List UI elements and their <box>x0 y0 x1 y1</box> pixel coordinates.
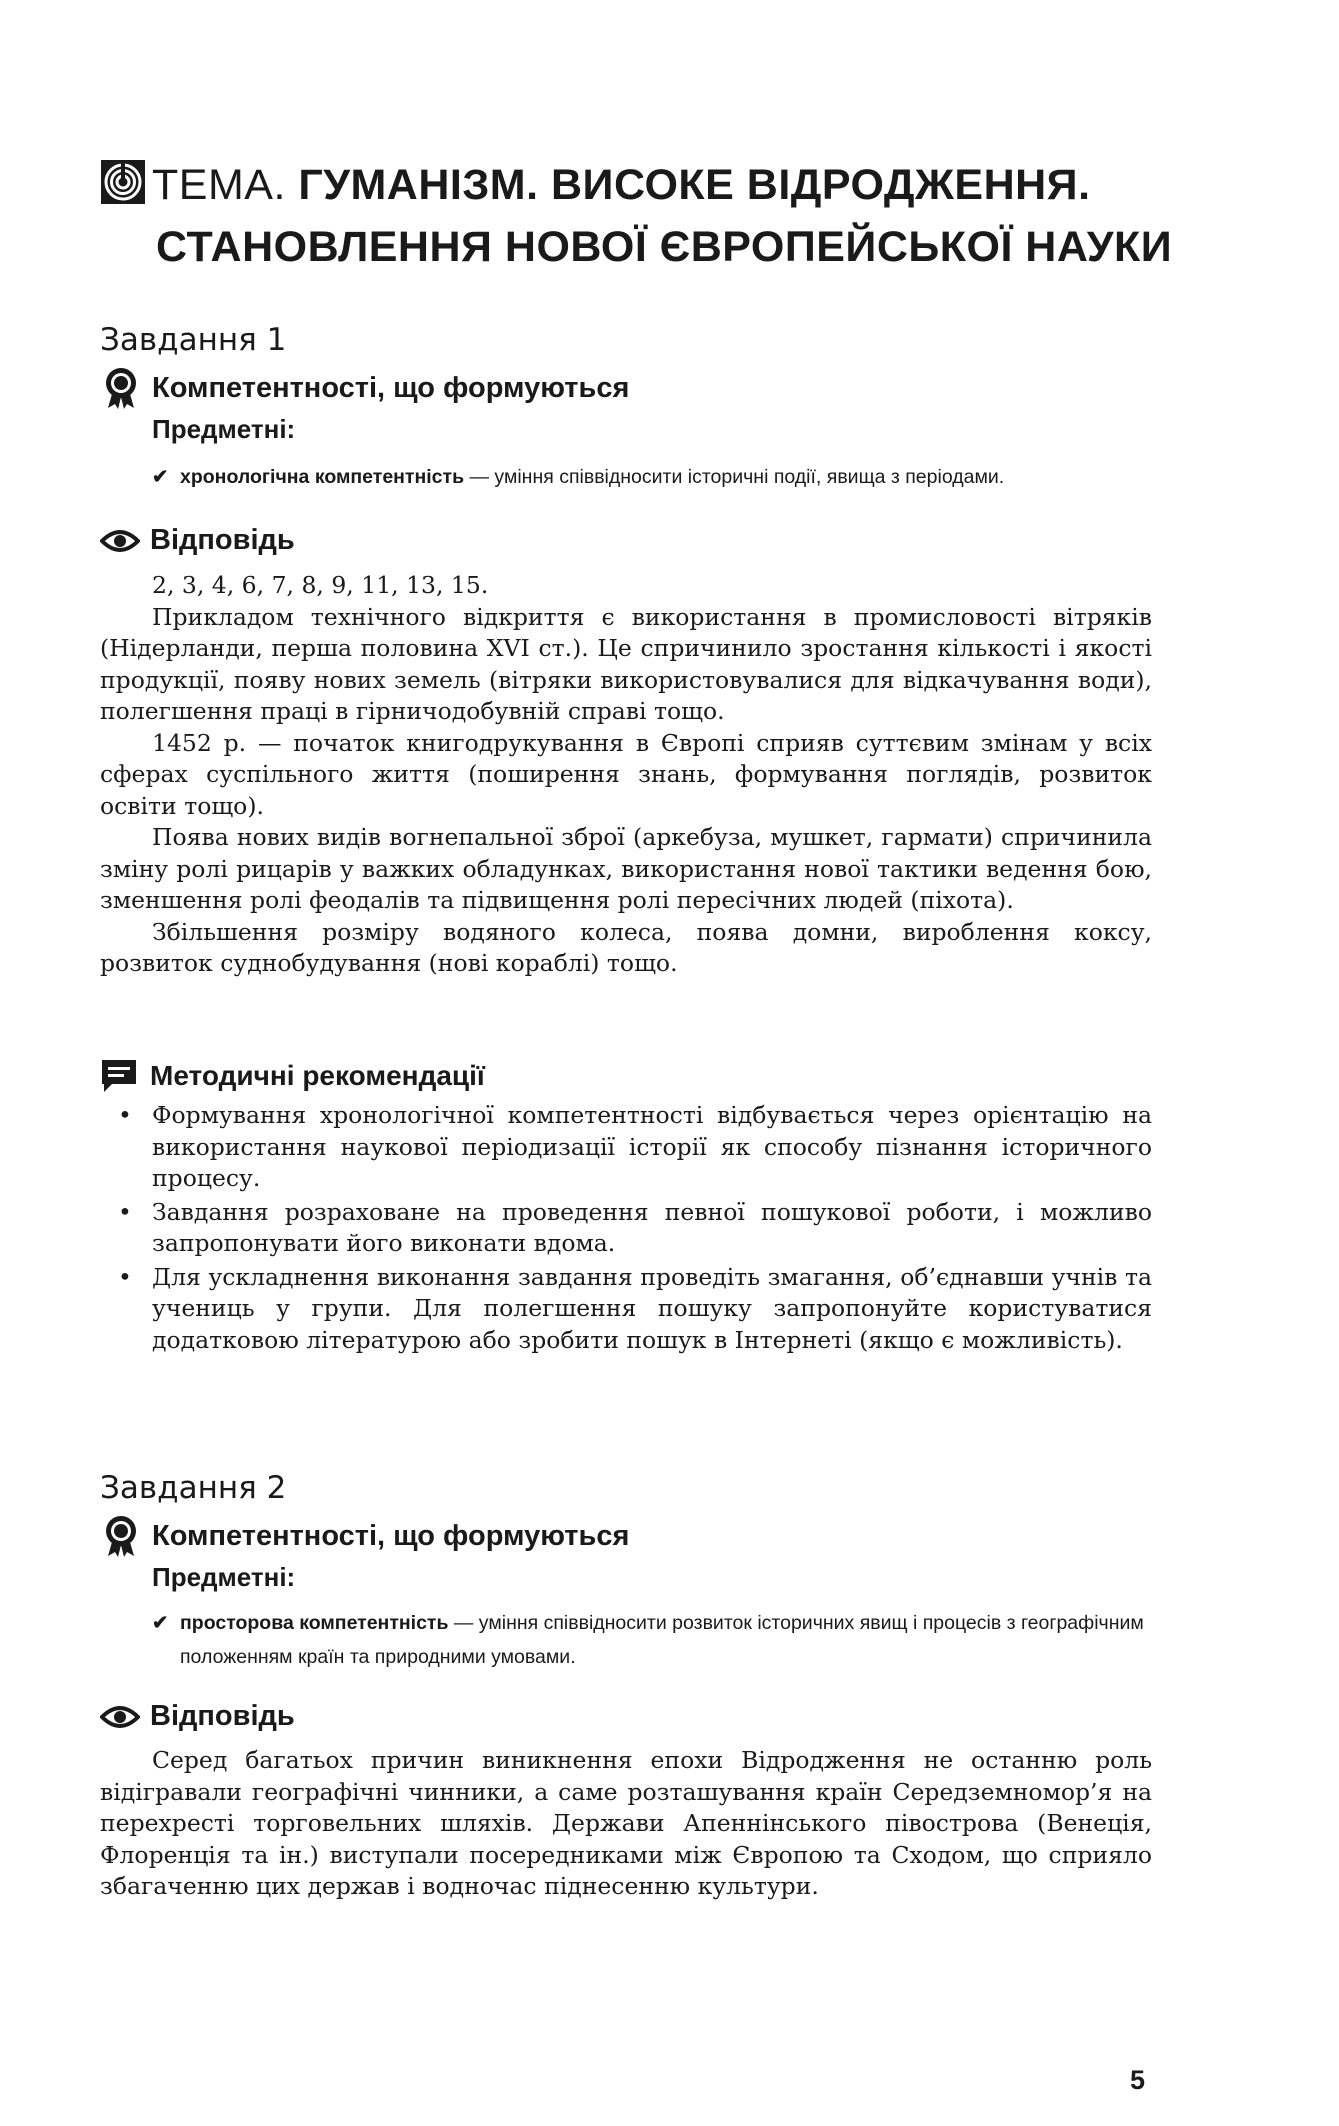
award-rosette-icon <box>100 366 142 410</box>
task-2-answer-body <box>100 1745 1152 1903</box>
task-1-competence-item <box>152 460 1152 494</box>
competence-title: Компетентності, що формуються <box>152 371 630 404</box>
competence-term: хронологічна компетентність <box>180 466 465 488</box>
answer-paragraph: Збільшення розміру водяного колеса, поява домни, вироблення коксу, розвиток суднобудування (нові кораблі) тощо. <box>100 917 1152 977</box>
answer-paragraph: Поява нових видів вогнепальної зброї (аркебуза, мушкет, гармати) спричинила зміну ролі рицарів у важких обладунках, використання нової тактики ведення бою, зменшення ролі феодалів та підвищення ролі пересічних людей (піхота). <box>100 823 1152 914</box>
title-lead: ТЕМА. <box>152 161 286 209</box>
spiral-icon <box>100 159 146 219</box>
answer-paragraph: Прикладом технічного відкриття є використання в промисловості вітряків (Нідерланди, перша половина XVI ст.). Це спричинило зростання кількості і якості продукції, появу нових земель (вітряки використовувалися для відкачування води), полегшення праці в гірничодобувній справі тощо. <box>100 602 1152 725</box>
title-line-2: СТАНОВЛЕННЯ НОВОЇ ЄВРОПЕЙСЬКОЇ НАУКИ <box>156 223 1173 271</box>
task-2-competence-heading <box>100 1514 629 1558</box>
task-1-answer-body <box>100 570 1152 980</box>
page-number: 5 <box>1130 2065 1146 2095</box>
competence-description: — уміння співвідносити історичні події, явища з періодами. <box>464 466 1005 488</box>
method-list-item: • Формування хронологічної компетентності відбувається через орієнтацію на використання наукової періодизації історії як способу пізнання історичного процесу. <box>100 1100 1152 1195</box>
task-1-heading: Завдання 1 <box>100 322 287 358</box>
task-2-competence-item <box>152 1606 1152 1674</box>
checkmark-icon: ✔ <box>152 1612 169 1634</box>
competence-title: Компетентності, що формуються <box>152 1519 630 1552</box>
answer-paragraph: 2, 3, 4, 6, 7, 8, 9, 11, 13, 15. <box>152 571 489 599</box>
task-1-competence-heading <box>100 366 629 410</box>
task-2-heading: Завдання 2 <box>100 1470 287 1506</box>
task-2-answer-heading <box>100 1700 295 1733</box>
answer-paragraph: Серед багатьох причин виникнення епохи Відродження не останню роль відігравали географічні чинники, а саме розташування країн Середземномор’я на перехресті торговельних шляхів. Держави Апеннінського півострова (Венеція, Флоренція та ін.) виступали посередниками між Європою та Сходом, що сприяло збагаченню цих держав і водночас піднесенню культури. <box>100 1746 1152 1900</box>
method-list-item: • Завдання розраховане на проведення певної пошукової роботи, і можливо запропонувати його виконати вдома. <box>100 1197 1152 1260</box>
task-1-answer-heading <box>100 524 295 557</box>
eye-icon <box>100 527 140 555</box>
task-1-subject-label: Предметні: <box>152 414 296 444</box>
title-line-1: ГУМАНІЗМ. ВИСОКЕ ВІДРОДЖЕННЯ. <box>298 161 1091 209</box>
competence-term: просторова компетентність <box>180 1612 449 1634</box>
speech-bubble-icon <box>100 1058 138 1094</box>
method-list-item: • Для ускладнення виконання завдання проведіть змагання, об’єднавши учнів та учениць у групи. Для полегшення пошуку запропонуйте користуватися додатковою літературою або зробити пошук в Інтернеті (якщо є можливість). <box>100 1262 1152 1357</box>
competence-description: — уміння співвідносити розвиток історичних явищ і процесів з географічним <box>448 1612 1144 1634</box>
answer-title: Відповідь <box>150 1700 295 1732</box>
method-title: Методичні рекомендації <box>150 1060 485 1091</box>
answer-paragraph: 1452 р. — початок книгодрукування в Європі сприяв суттєвим змінам у всіх сферах суспільного життя (поширення знань, формування поглядів, розвиток освіти тощо). <box>100 728 1152 820</box>
competence-description-cont: положенням країн та природними умовами. <box>180 1646 576 1668</box>
checkmark-icon: ✔ <box>152 466 169 488</box>
page-title <box>100 157 1220 275</box>
answer-title: Відповідь <box>150 524 295 556</box>
task-2-subject-label: Предметні: <box>152 1562 296 1592</box>
eye-icon <box>100 1703 140 1731</box>
task-1-method-heading <box>100 1058 485 1094</box>
award-rosette-icon <box>100 1514 142 1558</box>
method-list <box>100 1100 1152 1358</box>
